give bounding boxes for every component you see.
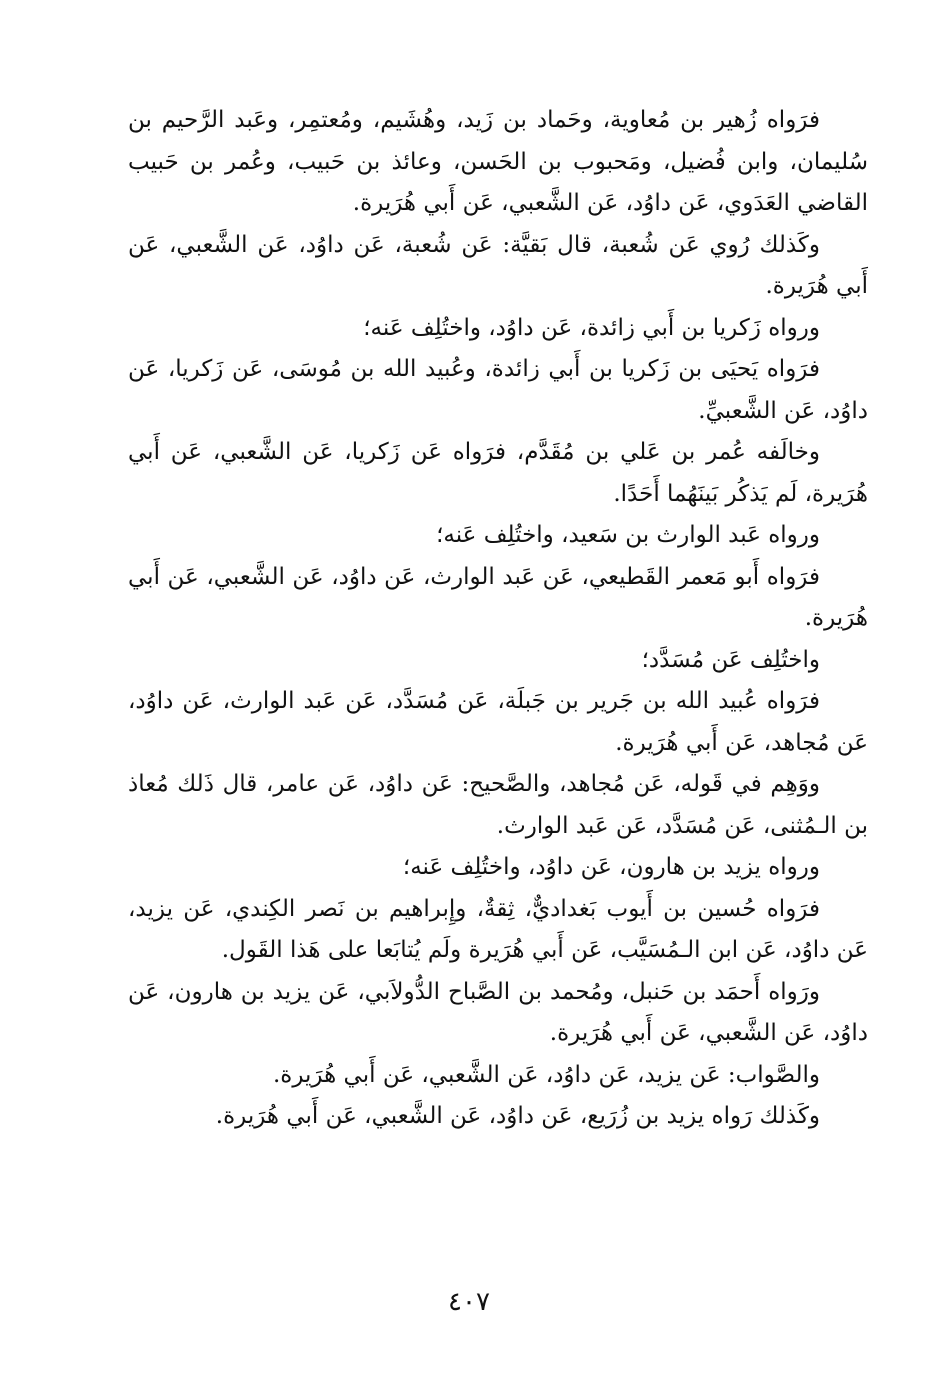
paragraph: ورواه يزيد بن هارون، عَن داوُد، واختُلِف عَنه؛ bbox=[402, 854, 820, 880]
paragraph: ورَواه أَحمَد بن حَنبل، ومُحمد بن الصَّباح الدُّولاَبي، عَن يزيد بن هارون، عَن داوُد، عَن الشَّعبي، عَن أَبي هُرَيرة. bbox=[128, 978, 868, 1046]
page-body bbox=[128, 100, 868, 1138]
paragraph: ووَهِم في قَوله، عَن مُجاهد، والصَّحيح: عَن داوُد، عَن عامر، قال ذَلك مُعاذ بن الـمُثنى، عَن مُسَدَّد، عَن عَبد الوارث. bbox=[128, 771, 868, 839]
paragraph: وكَذلك رُوي عَن شُعبة، قال بَقيَّة: عَن شُعبة، عَن داوُد، عَن الشَّعبي، عَن أَبي هُرَيرة. bbox=[128, 231, 868, 299]
paragraph: فرَواه أَبو مَعمر القَطيعي، عَن عَبد الوارث، عَن داوُد، عَن الشَّعبي، عَن أَبي هُرَيرة. bbox=[128, 563, 868, 631]
paragraph: ورواه عَبد الوارث بن سَعيد، واختُلِف عَنه؛ bbox=[436, 522, 820, 548]
paragraph: فرَواه عُبيد الله بن جَرير بن جَبلَة، عَن مُسَدَّد، عَن عَبد الوارث، عَن داوُد، عَن مُجاهد، عَن أَبي هُرَيرة. bbox=[128, 688, 868, 756]
paragraph: واختُلِف عَن مُسَدَّد؛ bbox=[641, 646, 820, 673]
paragraph: فرَواه زُهير بن مُعاوية، وحَماد بن زَيد، وهُشَيم، ومُعتمِر، وعَبد الرَّحيم بن سُليمان، وابن فُضيل، ومَحبوب بن الحَسن، وعائذ بن حَبيب، وعُمر بن حَبيب القاضي العَدَوي، عَن داوُد، عَن الشَّعبي، عَن أَبي هُرَيرة. bbox=[128, 107, 868, 216]
paragraph: ورواه زَكريا بن أَبي زائدة، عَن داوُد، واختُلِف عَنه؛ bbox=[363, 314, 820, 341]
paragraph: فرَواه يَحيَى بن زَكريا بن أَبي زائدة، وعُبيد الله بن مُوسَى، عَن زَكريا، عَن داوُد، عَن الشَّعبيِّ. bbox=[128, 356, 868, 424]
paragraph: وخالَفه عُمر بن عَلي بن مُقَدَّم، فرَواه عَن زَكريا، عَن الشَّعبي، عَن أَبي هُرَيرة، لَم يَذكُر بَينَهُما أَحَدًا. bbox=[128, 439, 868, 507]
paragraph: وكَذلك رَواه يزيد بن زُرَيع، عَن داوُد، عَن الشَّعبي، عَن أَبي هُرَيرة. bbox=[215, 1103, 820, 1129]
paragraph: والصَّواب: عَن يزيد، عَن داوُد، عَن الشَّعبي، عَن أَبي هُرَيرة. bbox=[272, 1061, 820, 1088]
page-number: ٤٠٧ bbox=[448, 1287, 490, 1317]
paragraph: فرَواه حُسين بن أَيوب بَغداديٌّ، ثِقةٌ، وإِبراهيم بن نَصر الكِندي، عَن يزيد، عَن داوُد، عَن ابن الـمُسَيَّب، عَن أَبي هُرَيرة ولَم يُتابَعا على هَذا القَول. bbox=[128, 895, 868, 963]
